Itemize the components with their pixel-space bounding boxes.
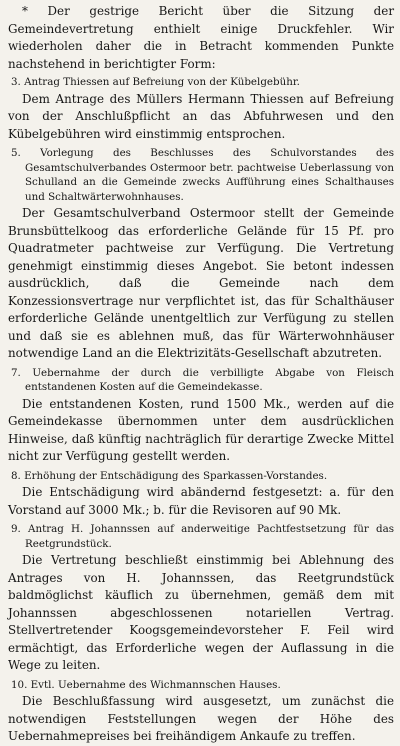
item-heading-9: 9. Antrag H. Johannssen auf anderweitige Pachtfestsetzung für das Reetgrundstück. [11,523,394,550]
item-text-5: Der Gesamtschulverband Ostermoor stellt der Gemeinde Brunsbüttelkoog das erforderliche Gelände für 15 Pf. pro Quadratmeter pachtweise zur Verfügung. Die Vertretung genehmigt einstimmig dieses Angebot. Sie betont indessen ausdrücklich, daß die Gemeinde nach dem Konzessionsvertrage nur verpflichtet ist, das für Schalthäuser erforderliche Gelände unentgeltlich zur Verfügung zu stellen und daß sie es ablehnen muß, das für Wärterwohnhäuser notwendige Land an die Elektrizitäts-Gesellschaft abzutreten. [8,206,394,360]
item-heading-3: 3. Antrag Thiessen auf Befreiung von der Kübelgebühr. [11,76,300,88]
item-text-3: Dem Antrage des Müllers Hermann Thiessen auf Befreiung von der Anschlußpflicht an das Abfuhrwesen und den Kübelgebühren wird einstimmig entsprochen. [8,91,394,141]
item-heading-5: 5. Vorlegung des Beschlusses des Schulvorstandes des Gesamtschulverbandes Ostermoor betr. pachtweise Ueberlassung von Schulland an die Gemeinde zwecks Aufführung eines Schalthauses und Schaltwärterwohnhauses. [11,147,394,203]
item-text-9: Die Vertretung beschließt einstimmig bei Ablehnung des Antrages von H. Johannssen, das Reetgrundstück baldmöglichst käuflich zu übernehmen, gemäß dem mit Johannssen abgeschlossenen notariellen Vertrag. Stellvertretender Koogsgemeindevorsteher F. Feil wird ermächtigt, das Erforderliche wegen der Auflassung in die Wege zu leiten. [8,553,394,672]
item-heading-7: 7. Uebernahme der durch die verbilligte Abgabe von Fleisch entstandenen Kosten auf die Gemeindekasse. [11,366,394,393]
item-text-7: Die entstandenen Kosten, rund 1500 Mk., werden auf die Gemeindekasse übernommen unter dem ausdrücklichen Hinweise, daß künftig nachträglich für derartige Zwecke Mittel nicht zur Verfügung gestellt werden. [8,396,394,463]
item-heading-10: 10. Evtl. Uebernahme des Wichmannschen Hauses. [11,678,281,691]
item-heading-8: 8. Erhöhung der Entschädigung des Sparkassen-Vorstandes. [11,469,328,482]
item-text-8: Die Entschädigung wird abändernd festgesetzt: a. für den Vorstand auf 3000 Mk.; b. für die Revisoren auf 90 Mk. [8,485,394,517]
item-text-10: Die Beschlußfassung wird ausgesetzt, um zunächst die notwendigen Feststellungen wegen der Höhe des Uebernahmepreises bei freihändigem Ankaufe zu treffen. [8,694,394,743]
article-intro: * Der gestrige Bericht über die Sitzung der Gemeindevertretung enthielt einige Druckfehler. Wir wiederholen daher die in Betracht kommenden Punkte nachstehend in berichtigter Form: [8,4,394,71]
